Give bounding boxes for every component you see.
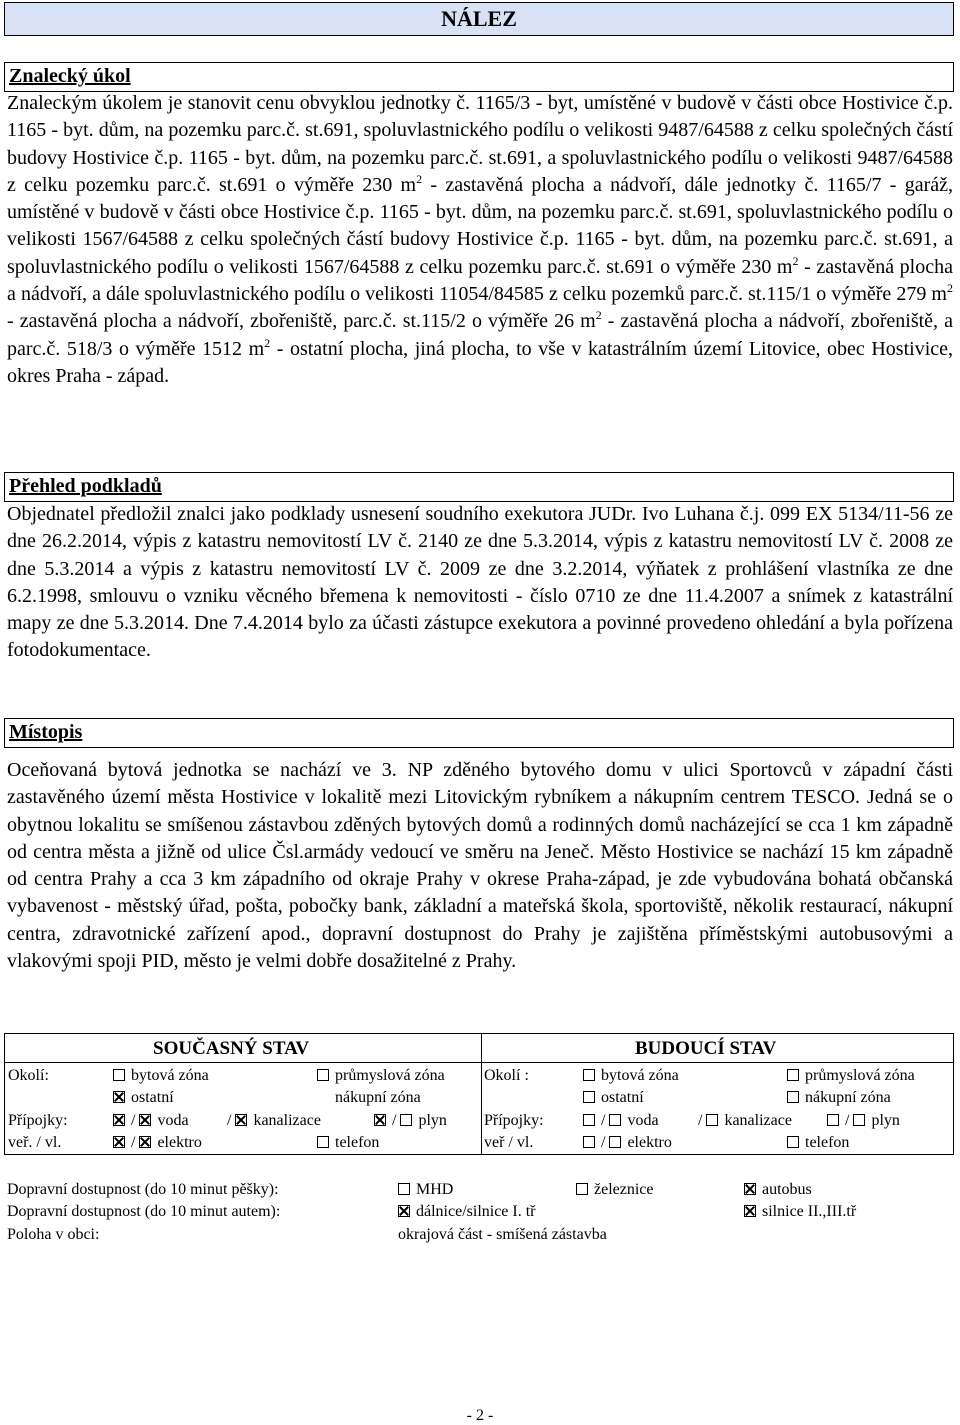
checkbox-icon[interactable] bbox=[576, 1183, 588, 1195]
current-vef-label: veř. / vl. bbox=[8, 1134, 62, 1151]
transport-car-label: Dopravní dostupnost (do 10 minut autem): bbox=[7, 1203, 281, 1220]
checkbox-icon[interactable] bbox=[398, 1183, 410, 1195]
transport-silnice: silnice II.,III.tř bbox=[744, 1202, 856, 1222]
section-heading-podklady: Přehled podkladů bbox=[4, 472, 954, 502]
future-vef-label: veř / vl. bbox=[484, 1134, 534, 1151]
future-nakupni-zona: nákupní zóna bbox=[787, 1088, 891, 1108]
checkbox-icon[interactable] bbox=[317, 1069, 329, 1081]
section-heading-mistopis: Místopis bbox=[4, 718, 954, 748]
page-title: NÁLEZ bbox=[4, 2, 954, 36]
checkbox-icon[interactable] bbox=[583, 1114, 595, 1126]
state-table bbox=[4, 1033, 954, 1155]
checkbox-icon[interactable] bbox=[113, 1069, 125, 1081]
current-plyn: / plyn bbox=[374, 1111, 447, 1131]
current-ostatni: ostatní bbox=[113, 1088, 174, 1108]
checkbox-icon[interactable] bbox=[706, 1114, 718, 1126]
transport-mhd: MHD bbox=[398, 1180, 453, 1200]
current-pripojky-label: Přípojky: bbox=[8, 1112, 68, 1129]
current-state-heading: SOUČASNÝ STAV bbox=[153, 1038, 310, 1059]
section-text-podklady: Objednatel předložil znalci jako podklady usnesení soudního exekutora JUDr. Ivo Luhana č.j. 099 EX 5134/11-56 ze dne 26.2.2014, výpis z katastru nemovitostí LV č. 2140 ze dne 5.3.2014, výpis z katastru nemovitostí LV č. 2008 ze dne 5.3.2014 a výpis z katastru nemovitostí LV č. 2009 ze dne 3.2.2014, výňatek z prohlášení vlastníka ze dne 6.2.1998, smlouvu o vzniku věcného břemena k nemovitosti - číslo 0710 ze dne 11.4.2007 a snímek z katastrální mapy ze dne 5.3.2014. Dne 7.4.2014 bylo za účasti zástupce exekutora a povinné provedeno ohledání a byla pořízena fotodokumentace. bbox=[7, 503, 953, 662]
checkbox-icon[interactable] bbox=[827, 1114, 839, 1126]
checkbox-icon[interactable] bbox=[609, 1114, 621, 1126]
transport-walk-label: Dopravní dostupnost (do 10 minut pěšky): bbox=[7, 1181, 279, 1198]
checkbox-icon[interactable] bbox=[787, 1069, 799, 1081]
checkbox-icon[interactable] bbox=[583, 1069, 595, 1081]
checkbox-checked-icon[interactable] bbox=[374, 1114, 386, 1126]
checkbox-icon[interactable] bbox=[317, 1136, 329, 1148]
checkbox-checked-icon[interactable] bbox=[235, 1114, 247, 1126]
checkbox-icon[interactable] bbox=[583, 1091, 595, 1103]
future-voda: / voda bbox=[583, 1111, 659, 1131]
future-ostatni: ostatní bbox=[583, 1088, 644, 1108]
checkbox-icon[interactable] bbox=[609, 1136, 621, 1148]
transport-dalnice: dálnice/silnice I. tř bbox=[398, 1202, 536, 1222]
checkbox-checked-icon[interactable] bbox=[744, 1183, 756, 1195]
future-kanalizace: / kanalizace bbox=[698, 1112, 792, 1129]
section-text-ukol: Znaleckým úkolem je stanovit cenu obvyklou jednotky č. 1165/3 - byt, umístěné v budově v části obce Hostivice č.p. 1165 - byt. dům, na pozemku parc.č. st.691, spoluvlastnického podílu o velikosti 9487/64588 z celku společných částí budovy Hostivice č.p. 1165 - byt. dům, na pozemku parc.č. st.691, a spoluvlastnického podílu o velikosti 9487/64588 z celku pozemku parc.č. st.691 o výměře 230 $m^2$ - zastavěná plocha a nádvoří, dále jednotky č. 1165/7 - garáž, umístěné v budově v části obce Hostivice č.p. 1165 - byt. dům, na pozemku parc.č. st.691, spoluvlastnického podílu o velikosti 1567/64588 z celku společných částí budovy Hostivice č.p. 1165 - byt. dům, na pozemku parc.č. st.691, a spoluvlastnického podílu o velikosti 1567/64588 z celku pozemku parc.č. st.691 o výměře 230 $m^2$ - zastavěná plocha a nádvoří, a dále spoluvlastnického podílu o velikosti 11054/84585 z celku pozemků parc.č. st.115/1 o výměře 279 $m^2$ - zastavěná plocha a nádvoří, zbořeniště, parc.č. st.115/2 o výměře 26 $m^2$ - zastavěná plocha a nádvoří, zbořeniště, a parc.č. 518/3 o výměře 1512 $m^2$ - ostatní plocha, jiná plocha, to vše v katastrálním území Litovice, obec Hostivice, okres Praha - západ. bbox=[7, 92, 954, 387]
checkbox-checked-icon[interactable] bbox=[113, 1091, 125, 1103]
checkbox-checked-icon[interactable] bbox=[113, 1114, 125, 1126]
current-kanalizace: / kanalizace bbox=[227, 1112, 321, 1129]
checkbox-checked-icon[interactable] bbox=[113, 1136, 125, 1148]
state-table-header-line bbox=[5, 1062, 953, 1063]
current-elektro: / elektro bbox=[113, 1133, 202, 1153]
future-telefon: telefon bbox=[787, 1133, 849, 1153]
checkbox-icon[interactable] bbox=[787, 1136, 799, 1148]
current-prumyslova-zona: průmyslová zóna bbox=[317, 1066, 445, 1086]
checkbox-icon[interactable] bbox=[583, 1136, 595, 1148]
current-okoli-label: Okolí: bbox=[8, 1067, 49, 1084]
checkbox-icon[interactable] bbox=[853, 1114, 865, 1126]
transport-autobus: autobus bbox=[744, 1180, 812, 1200]
transport-position-label: Poloha v obci: bbox=[7, 1226, 100, 1243]
checkbox-checked-icon[interactable] bbox=[139, 1114, 151, 1126]
checkbox-icon[interactable] bbox=[787, 1091, 799, 1103]
section-text-mistopis: Oceňovaná bytová jednotka se nachází ve 3. NP zděného bytového domu v ulici Sportovců v západní části zastavěného území města Hostivice v lokalitě mezi Litovickým rybníkem a nákupním centrem TESCO. Jedná se o obytnou lokalitu se smíšenou zástavbou zděných bytových domů a rodinných domů nacházející se cca 1 km západně od centra města a jižně od ulice Čsl.armády vedoucí ve směru na Jeneč. Město Hostivice se nachází 15 km západně od centra Prahy a cca 3 km západního od okraje Prahy v okrese Praha-západ, je zde vybudována bohatá občanská vybavenost - městský úřad, pošta, pobočky bank, základní a mateřská škola, sportoviště, několik restaurací, nákupní centra, zdravotnické zařízení apod., dopravní dostupnost do Prahy je zajištěna příměstskými autobusovými a vlakovými spoji PID, město je velmi dobře dosažitelné z Prahy. bbox=[7, 759, 953, 973]
future-elektro: / elektro bbox=[583, 1133, 672, 1153]
future-bytova-zona: bytová zóna bbox=[583, 1066, 679, 1086]
current-nakupni-zona: nákupní zóna bbox=[335, 1089, 421, 1106]
current-voda: / voda bbox=[113, 1111, 189, 1131]
section-heading-ukol: Znalecký úkol bbox=[4, 62, 954, 92]
state-table-divider bbox=[481, 1034, 482, 1154]
future-prumyslova-zona: průmyslová zóna bbox=[787, 1066, 915, 1086]
future-plyn: / plyn bbox=[827, 1111, 900, 1131]
checkbox-checked-icon[interactable] bbox=[744, 1205, 756, 1217]
page-number: - 2 - bbox=[466, 1407, 494, 1424]
current-bytova-zona: bytová zóna bbox=[113, 1066, 209, 1086]
checkbox-checked-icon[interactable] bbox=[398, 1205, 410, 1217]
checkbox-checked-icon[interactable] bbox=[139, 1136, 151, 1148]
future-pripojky-label: Přípojky: bbox=[484, 1112, 544, 1129]
future-state-heading: BUDOUCÍ STAV bbox=[635, 1038, 777, 1059]
transport-position-value: okrajová část - smíšená zástavba bbox=[398, 1226, 607, 1243]
future-okoli-label: Okolí : bbox=[484, 1067, 529, 1084]
transport-zeleznice: železnice bbox=[576, 1180, 654, 1200]
checkbox-icon[interactable] bbox=[400, 1114, 412, 1126]
current-telefon: telefon bbox=[317, 1133, 379, 1153]
